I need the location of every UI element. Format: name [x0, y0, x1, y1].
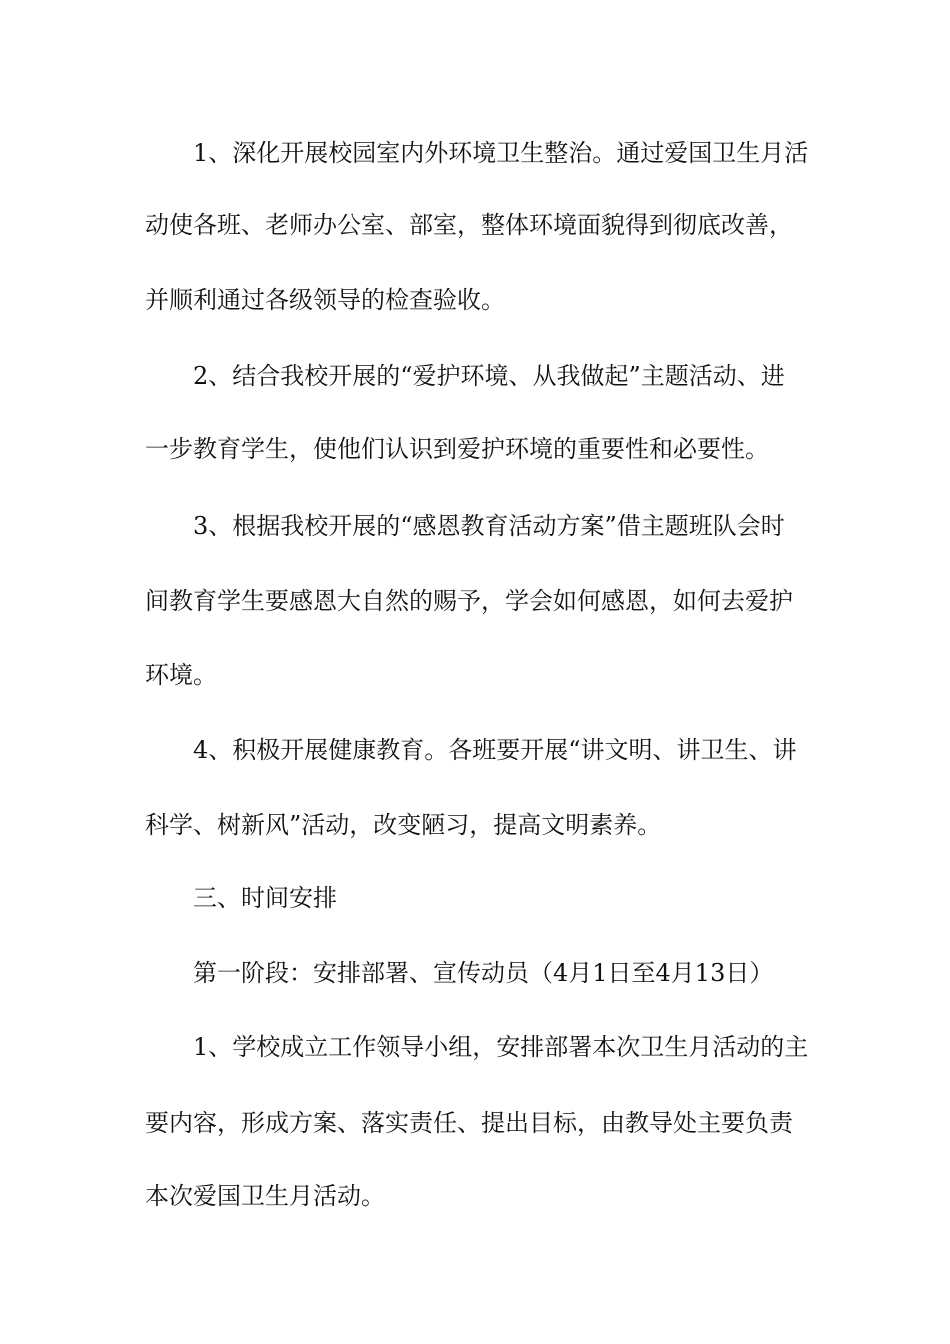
section-heading-time-schedule: 三、时间安排	[193, 884, 337, 912]
paragraph-5-line-2: 要内容，形成方案、落实责任、提出目标，由教导处主要负责	[145, 1109, 793, 1137]
paragraph-5-line-3: 本次爱国卫生月活动。	[145, 1182, 385, 1210]
paragraph-2-line-1: 2、结合我校开展的“爱护环境、从我做起”主题活动、进	[193, 362, 785, 390]
paragraph-2-line-2: 一步教育学生，使他们认识到爱护环境的重要性和必要性。	[145, 435, 769, 463]
paragraph-5-line-1: 1、学校成立工作领导小组，安排部署本次卫生月活动的主	[193, 1033, 809, 1061]
paragraph-4-line-2: 科学、树新风”活动，改变陋习，提高文明素养。	[145, 811, 662, 839]
paragraph-1-line-2: 动使各班、老师办公室、部室，整体环境面貌得到彻底改善，	[145, 211, 793, 239]
paragraph-3-line-2: 间教育学生要感恩大自然的赐予，学会如何感恩，如何去爱护	[145, 587, 793, 615]
paragraph-4-line-1: 4、积极开展健康教育。各班要开展“讲文明、讲卫生、讲	[193, 736, 797, 764]
stage-one-heading: 第一阶段：安排部署、宣传动员（4月1日至4月13日）	[193, 959, 774, 987]
paragraph-1-line-1: 1、深化开展校园室内外环境卫生整治。通过爱国卫生月活	[193, 139, 809, 167]
paragraph-1-line-3: 并顺利通过各级领导的检查验收。	[145, 286, 505, 314]
paragraph-3-line-3: 环境。	[145, 661, 217, 689]
paragraph-3-line-1: 3、根据我校开展的“感恩教育活动方案”借主题班队会时	[193, 512, 785, 540]
